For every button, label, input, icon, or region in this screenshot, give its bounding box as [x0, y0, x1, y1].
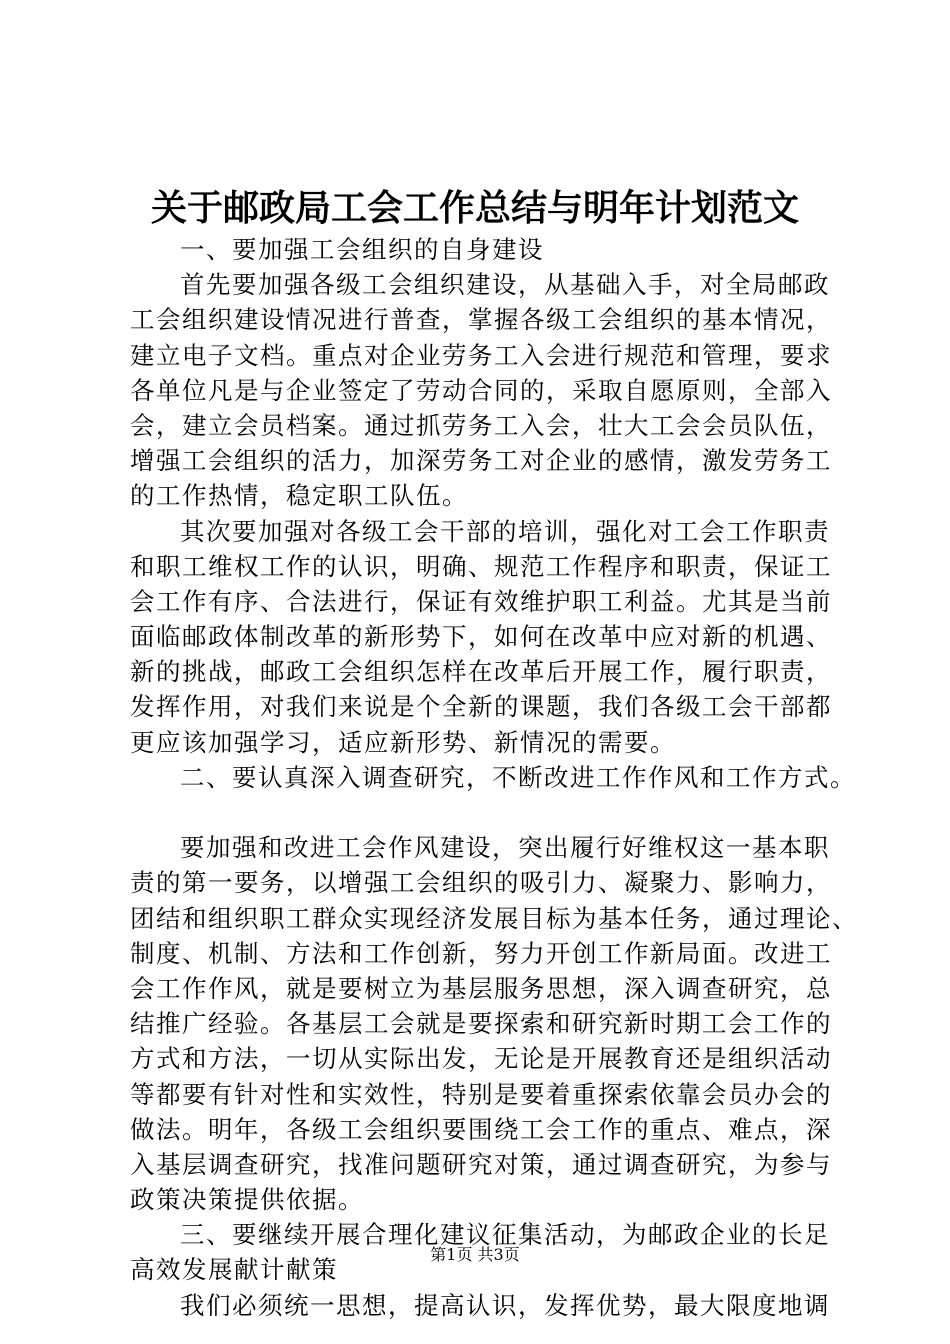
blank-line	[130, 795, 835, 830]
paragraph-line: 建立电子文档。重点对企业劳务工入会进行规范和管理，要求	[130, 340, 832, 370]
document-title: 关于邮政局工会工作总结与明年计划范文	[150, 187, 799, 229]
paragraph-line: 会工作作风，就是要树立为基层服务思想，深入调查研究，总	[130, 973, 832, 1003]
paragraph-line: 结推广经验。各基层工会就是要探索和研究新时期工会工作的	[130, 1009, 832, 1039]
paragraph-line: 政策决策提供依据。	[130, 1185, 364, 1215]
paragraph-line: 新的挑战，邮政工会组织怎样在改革后开展工作，履行职责，	[130, 657, 832, 687]
paragraph-line: 方式和方法，一切从实际出发，无论是开展教育还是组织活动	[130, 1044, 832, 1074]
paragraph-line: 面临邮政体制改革的新形势下，如何在改革中应对新的机遇、	[130, 622, 832, 652]
paragraph-line: 各单位凡是与企业签定了劳动合同的，采取自愿原则，全部入	[130, 375, 832, 405]
paragraph-line: 责的第一要务，以增强工会组织的吸引力、凝聚力、影响力，	[130, 868, 832, 898]
paragraph-line: 发挥作用，对我们来说是个全新的课题，我们各级工会干部都	[130, 692, 832, 722]
section-heading-3-cont: 高效发展献计献策	[130, 1255, 338, 1285]
paragraph-line: 等都要有针对性和实效性，特别是要着重探索依靠会员办会的	[130, 1079, 832, 1109]
page-footer: 第1页 共3页	[430, 1245, 520, 1264]
paragraph-line: 增强工会组织的活力，加深劳务工对企业的感情，激发劳务工	[130, 446, 832, 476]
paragraph-line: 会工作有序、合法进行，保证有效维护职工利益。尤其是当前	[130, 586, 832, 616]
paragraph-line: 入基层调查研究，找准问题研究对策，通过调查研究，为参与	[130, 1149, 832, 1179]
section-heading-1: 一、要加强工会组织的自身建设	[180, 235, 544, 264]
paragraph-line: 工会组织建设情况进行普查，掌握各级工会组织的基本情况，	[130, 305, 832, 335]
paragraph-line: 要加强和改进工会作风建设，突出履行好维权这一基本职	[180, 833, 830, 863]
paragraph-line: 和职工维权工作的认识，明确、规范工作程序和职责，保证工	[130, 551, 832, 581]
paragraph-line: 更应该加强学习，适应新形势、新情况的需要。	[130, 727, 676, 757]
paragraph-line: 的工作热情，稳定职工队伍。	[130, 481, 468, 511]
paragraph-line: 其次要加强对各级工会干部的培训，强化对工会工作职责	[180, 516, 830, 546]
section-heading-3: 三、要继续开展合理化建议征集活动，为邮政企业的长足	[180, 1220, 830, 1250]
paragraph-line: 我们必须统一思想，提高认识，发挥优势，最大限度地调	[180, 1290, 830, 1320]
paragraph-line: 会，建立会员档案。通过抓劳务工入会，壮大工会会员队伍，	[130, 410, 832, 440]
paragraph-line: 制度、机制、方法和工作创新，努力开创工作新局面。改进工	[130, 938, 832, 968]
paragraph-line: 团结和组织职工群众实现经济发展目标为基本任务，通过理论、	[130, 903, 858, 933]
paragraph-line: 首先要加强各级工会组织建设，从基础入手，对全局邮政	[180, 270, 830, 300]
paragraph-line: 做法。明年，各级工会组织要围绕工会工作的重点、难点，深	[130, 1114, 832, 1144]
document-body	[130, 232, 858, 1323]
section-heading-2: 二、要认真深入调查研究，不断改进工作作风和工作方式。	[180, 762, 856, 792]
